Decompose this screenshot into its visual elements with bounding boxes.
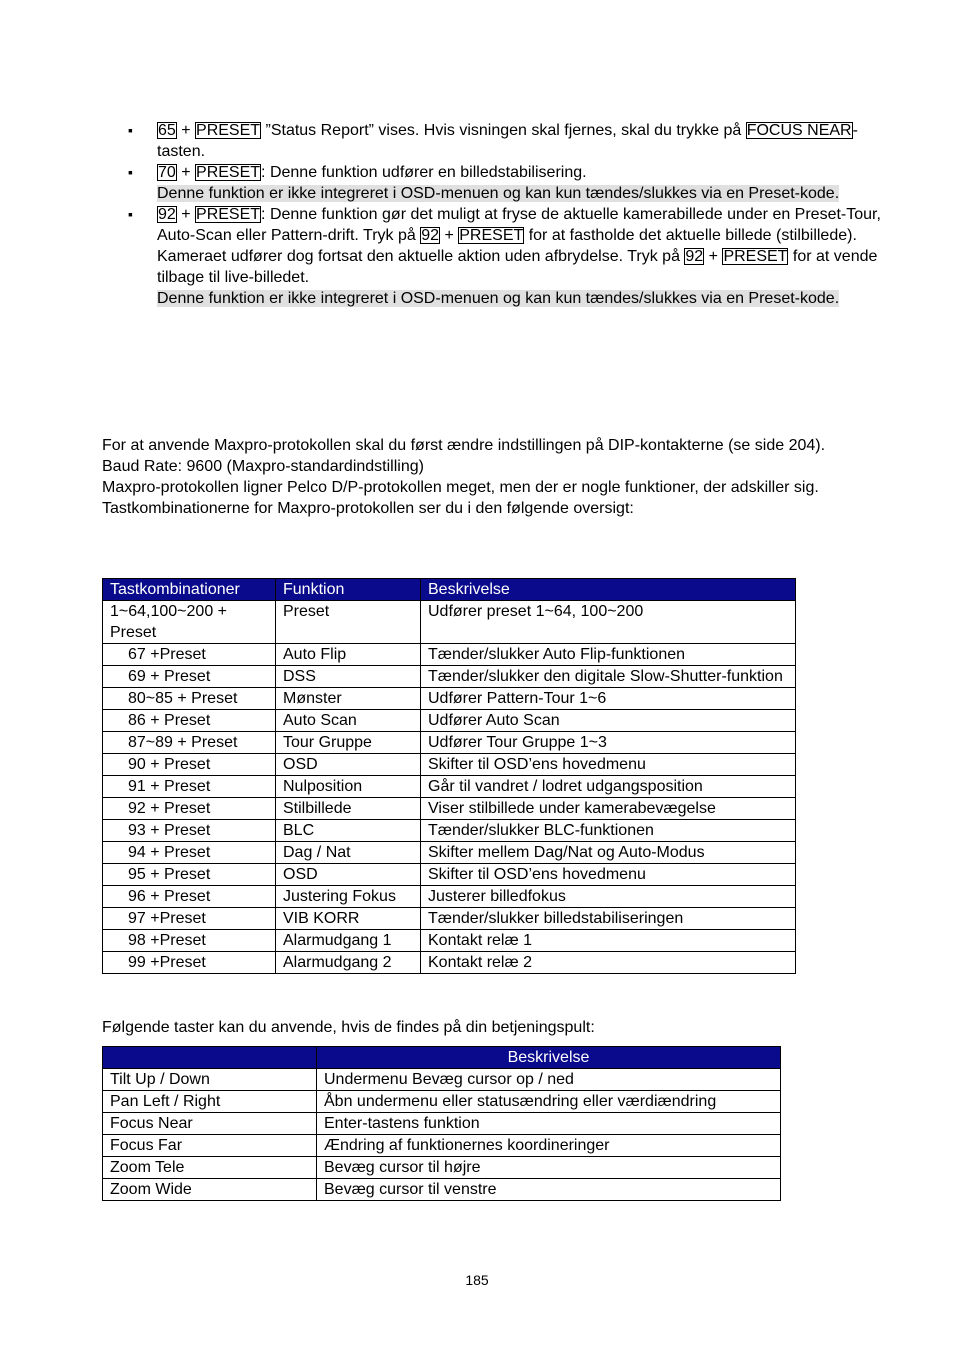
cell-description: Bevæg cursor til venstre [317,1179,781,1201]
page-number: 185 [465,1272,489,1288]
table-row [103,820,796,842]
header-key [103,1047,317,1069]
text-run: for at vende tilbage til live-billedet. [157,248,878,286]
text-run: : Denne funktion gør det muligt at fryse de aktuelle kamerabillede under en Preset-Tour, Auto-Scan eller Pattern-drift. Tryk på [157,206,881,244]
cell-key-combination: 99 +Preset [103,952,276,974]
cell-description: Undermenu Bevæg cursor op / ned [317,1069,781,1091]
cell-key: Focus Near [103,1113,317,1135]
key-label: PRESET [196,164,261,181]
cell-function: Alarmudgang 1 [276,930,421,952]
cell-function: OSD [276,864,421,886]
cell-description: Viser stilbillede under kamerabevægelse [421,798,796,820]
cell-key: Zoom Tele [103,1157,317,1179]
maxpro-intro [102,435,882,519]
controller-keys-intro: Følgende taster kan du anvende, hvis de findes på din betjeningspult: [102,1019,595,1036]
cell-key-combination: 92 + Preset [103,798,276,820]
cell-key-combination: 90 + Preset [103,754,276,776]
table-row [103,798,796,820]
cell-description: Tænder/slukker BLC-funktionen [421,820,796,842]
cell-description: Går til vandret / lodret udgangsposition [421,776,796,798]
table-header-row [103,1047,781,1069]
cell-description: Justerer billedfokus [421,886,796,908]
key-label: PRESET [196,206,261,223]
table-row [103,1179,781,1201]
cell-function: DSS [276,666,421,688]
key-label: 70 [158,164,176,181]
cell-function: OSD [276,754,421,776]
cell-key-combination: 86 + Preset [103,710,276,732]
text-run: + [176,122,196,139]
table-row [103,886,796,908]
table-row [103,842,796,864]
cell-description: Tænder/slukker billedstabiliseringen [421,908,796,930]
key-label: PRESET [196,122,261,139]
cell-key-combination: 67 +Preset [103,644,276,666]
text-run: -tasten. [157,122,858,160]
cell-description: Enter-tastens funktion [317,1113,781,1135]
cell-function: Auto Scan [276,710,421,732]
intro-line-dip: For at anvende Maxpro-protokollen skal du først ændre indstillingen på DIP-kontakterne (se side 204). [102,437,826,454]
table-row [103,952,796,974]
cell-function: Preset [276,601,421,644]
bullet-text [157,162,888,183]
table-row [103,1135,781,1157]
key-label: PRESET [459,227,524,244]
cell-description: Udfører Auto Scan [421,710,796,732]
table-row [103,644,796,666]
cell-description: Tænder/slukker den digitale Slow-Shutter-funktion [421,666,796,688]
bullet-item [128,120,888,162]
cell-description: Skifter mellem Dag/Nat og Auto-Modus [421,842,796,864]
cell-function: Alarmudgang 2 [276,952,421,974]
cell-description: Kontakt relæ 2 [421,952,796,974]
table-row [103,776,796,798]
header-key-combination: Tastkombinationer [103,579,276,601]
cell-key-combination: 98 +Preset [103,930,276,952]
key-label: 92 [158,206,176,223]
text-run: + [440,227,459,244]
table-row [103,601,796,644]
controller-keys-table [102,1046,781,1201]
key-label: 92 [421,227,440,244]
text-run: + [176,164,196,181]
cell-description: Udfører Pattern-Tour 1~6 [421,688,796,710]
highlight-note: Denne funktion er ikke integreret i OSD-menuen og kan kun tændes/slukkes via en Preset-kode. [157,290,840,307]
text-run: + [176,206,196,223]
intro-line-baud: Baud Rate: 9600 (Maxpro-standardindstilling) [102,458,424,475]
cell-key-combination: 96 + Preset [103,886,276,908]
header-description: Beskrivelse [317,1047,781,1069]
table-row [103,864,796,886]
cell-description: Åbn undermenu eller statusændring eller værdiændring [317,1091,781,1113]
cell-key-combination: 87~89 + Preset [103,732,276,754]
cell-key: Zoom Wide [103,1179,317,1201]
cell-description: Tænder/slukker Auto Flip-funktionen [421,644,796,666]
intro-line-protocol: Maxpro-protokollen ligner Pelco D/P-protokollen meget, men der er nogle funktioner, der adskiller sig. Tastkombinationerne for Maxpro-protokollen ser du i den følgende oversigt: [102,479,819,517]
table-row [103,754,796,776]
bullet-item [128,162,888,204]
cell-description: Skifter til OSD’ens hovedmenu [421,864,796,886]
text-run: for at fastholde det aktuelle billede (stilbillede). Kameraet udfører dog fortsat den aktuelle aktion uden afbrydelse. Tryk på [157,227,857,265]
cell-function: Tour Gruppe [276,732,421,754]
table-row [103,1157,781,1179]
key-label: FOCUS NEAR [746,122,852,139]
cell-function: Stilbillede [276,798,421,820]
table-row [103,1069,781,1091]
cell-key-combination: 80~85 + Preset [103,688,276,710]
cell-key-combination: 95 + Preset [103,864,276,886]
bullet-item [128,204,888,309]
cell-key-combination: 69 + Preset [103,666,276,688]
cell-key: Focus Far [103,1135,317,1157]
cell-description: Skifter til OSD’ens hovedmenu [421,754,796,776]
key-label: 92 [685,248,704,265]
cell-function: VIB KORR [276,908,421,930]
header-description: Beskrivelse [421,579,796,601]
cell-key-combination: 91 + Preset [103,776,276,798]
table-row [103,1091,781,1113]
key-combination-table [102,578,796,974]
table-row [103,666,796,688]
cell-function: Justering Fokus [276,886,421,908]
text-run: : Denne funktion udfører en billedstabilisering. [261,164,587,181]
cell-description: Kontakt relæ 1 [421,930,796,952]
cell-description: Udfører preset 1~64, 100~200 [421,601,796,644]
bullet-text [157,120,888,162]
cell-function: BLC [276,820,421,842]
table-header-row [103,579,796,601]
cell-description: Ændring af funktionernes koordineringer [317,1135,781,1157]
cell-key: Tilt Up / Down [103,1069,317,1091]
bullet-text [157,204,888,288]
cell-function: Nulposition [276,776,421,798]
cell-function: Auto Flip [276,644,421,666]
cell-function: Mønster [276,688,421,710]
key-label: 65 [158,122,176,139]
text-run: ”Status Report” vises. Hvis visningen skal fjernes, skal du trykke på [261,122,746,139]
cell-key-combination: 93 + Preset [103,820,276,842]
table-row [103,930,796,952]
table-row [103,732,796,754]
cell-function: Dag / Nat [276,842,421,864]
highlight-note: Denne funktion er ikke integreret i OSD-menuen og kan kun tændes/slukkes via en Preset-kode. [157,185,840,202]
text-run: + [704,248,723,265]
key-label: PRESET [723,248,788,265]
table-row [103,710,796,732]
cell-key-combination: 97 +Preset [103,908,276,930]
header-function: Funktion [276,579,421,601]
cell-key: Pan Left / Right [103,1091,317,1113]
cell-key-combination: 94 + Preset [103,842,276,864]
cell-description: Bevæg cursor til højre [317,1157,781,1179]
cell-key-combination: 1~64,100~200 + Preset [103,601,276,644]
table-row [103,1113,781,1135]
preset-bullet-list [128,120,888,309]
table-row [103,688,796,710]
table-row [103,908,796,930]
cell-description: Udfører Tour Gruppe 1~3 [421,732,796,754]
